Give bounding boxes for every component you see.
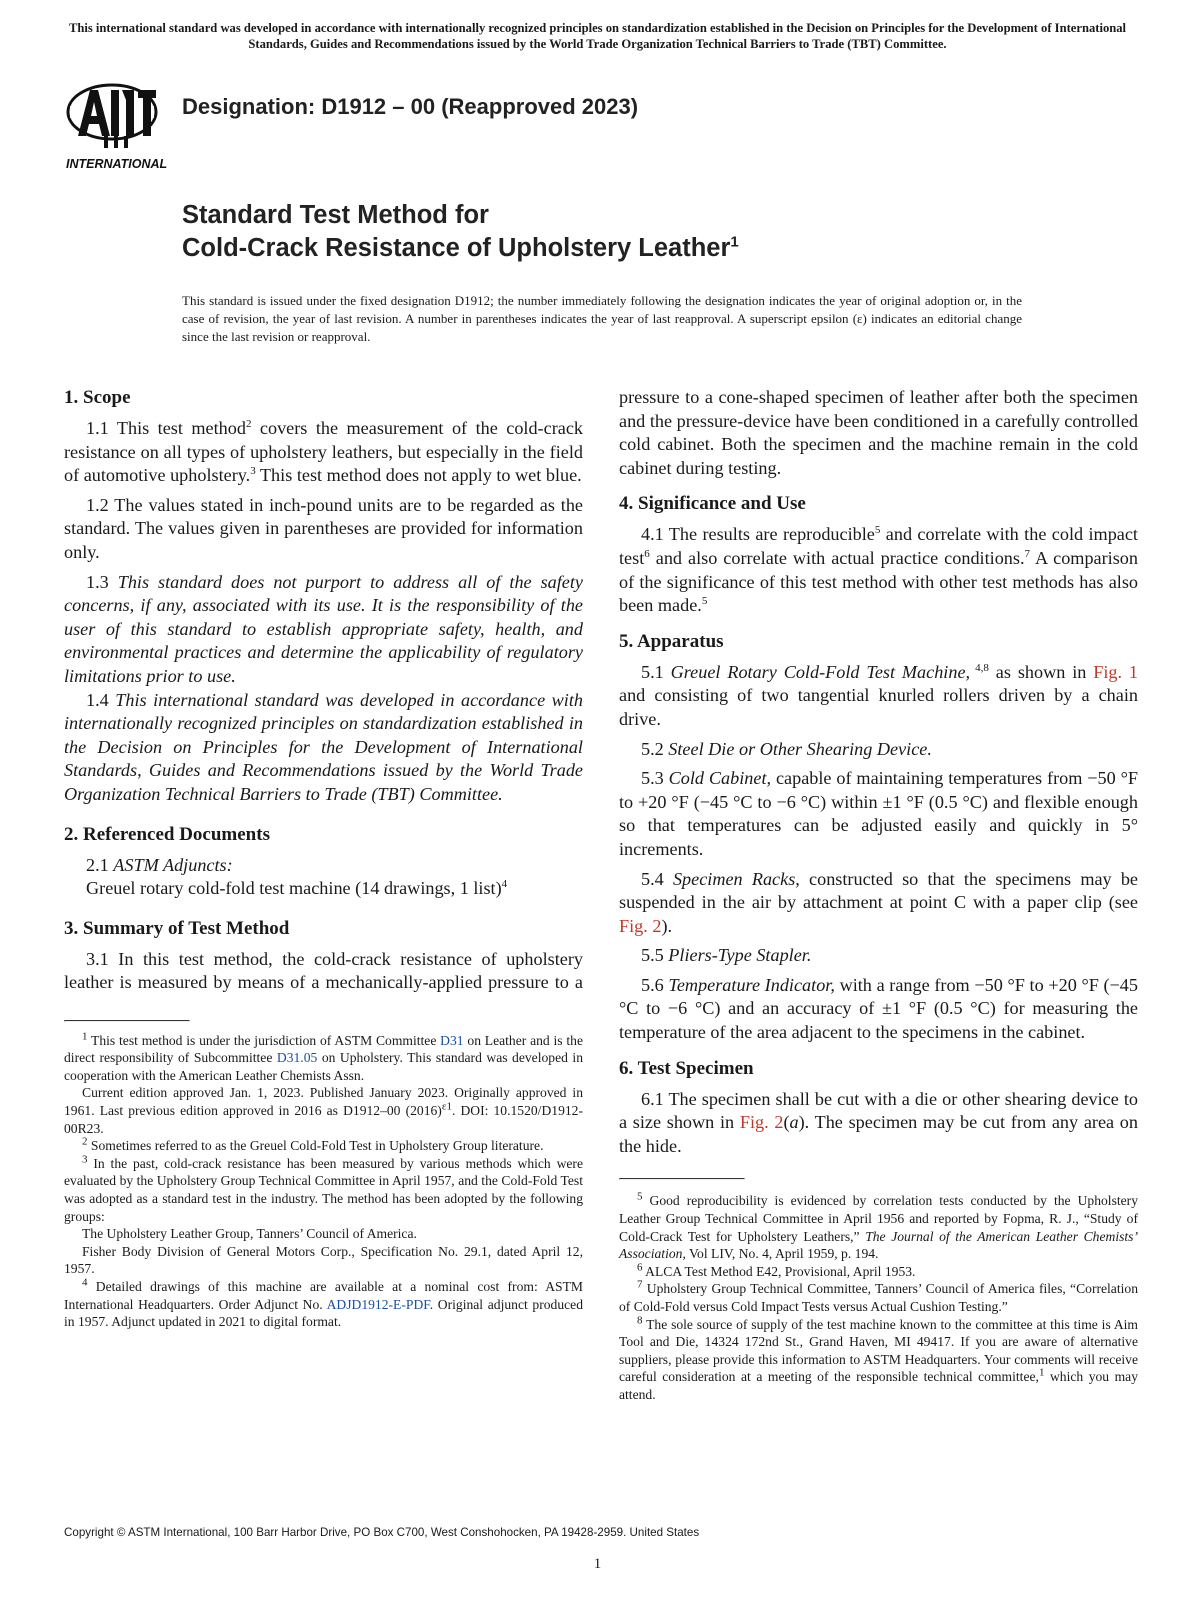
right-column <box>619 386 1138 1404</box>
section-heading-referenced: 2. Referenced Documents <box>64 823 270 845</box>
section-heading-apparatus: 5. Apparatus <box>619 630 724 652</box>
paragraph-3-1-continued: pressure to a cone-shaped specimen of leather after both the specimen and the pressure-device have been conditioned in a carefully controlled cold cabinet. Both the specimen and the machine remain in the cold cabinet during testing. <box>619 387 1138 478</box>
paragraph-3-1: 3.1 In this test method, the cold-crack resistance of upholstery leather is measured by means of a mechanically-applied pressure to a <box>64 948 583 993</box>
paragraph-6-1: 6.1 The specimen shall be cut with a die or other shearing device to a size shown in Fig. 2(a). The specimen may be cut from any area on the hide. <box>619 1088 1138 1156</box>
footnote-1-edition: Current edition approved Jan. 1, 2023. Published January 2023. Originally approved in 1961. Last previous edition approved in 2016 as D1912–00 $(2016)^{\varepsilon 1}$. DOI: 10.1520/D1912-00R23. <box>64 1085 583 1136</box>
tbt-notice: This international standard was developed in accordance with internationally recognized principles on standardization established in the Decision on Principles for the Development of International Standards, Guides and Recommendations issued by the World Trade Organization Technical Barriers to Trade (TBT) Committee. <box>68 21 1127 51</box>
title-line-1: Standard Test Method for <box>182 201 489 229</box>
paragraph-5-4: 5.4 Specimen Racks, constructed so that the specimens may be suspended in the air by attachment at point C with a paper clip (see Fig. 2). <box>619 868 1138 936</box>
designation: Designation: D1912 – 00 (Reapproved 2023) <box>182 94 639 119</box>
paragraph-1-1: 1.1 This test method$^2$ covers the measurement of the cold-crack resistance on all types of upholstery leathers, but especially in the field of automotive upholstery.$^3$ This test method does not apply to wet blue. <box>64 417 583 486</box>
footnote-8: $^8$ The sole source of supply of the test machine known to the committee at this time is Aim Tool and Die, 14324 172nd St., Grand Haven, MI 49417. If you are aware of alternative suppliers, please provide this information to ASTM Headquarters. Your comments will receive careful consideration at a meeting of the responsible technical committee,$^1$ which you may attend. <box>619 1314 1139 1402</box>
paragraph-5-3: 5.3 Cold Cabinet, capable of maintaining temperatures from −50 °F to +20 °F (−45 °C to −6 °C) within ±1 °F (0.5 °C) and flexible enough so that temperatures can be adjusted easily and quickly in 5° increments. <box>619 768 1139 859</box>
footnote-3-group-2: Fisher Body Division of General Motors Corp., Specification No. 29.1, dated April 12, 1957. <box>64 1243 583 1277</box>
link-fig-1[interactable]: Fig. 1 <box>1093 661 1139 682</box>
link-fig-2[interactable]: Fig. 2 <box>619 915 662 936</box>
section-heading-specimen: 6. Test Specimen <box>619 1057 754 1079</box>
paragraph-5-6: 5.6 Temperature Indicator, with a range from −50 °F to +20 °F (−45 °C to −6 °C) and an accuracy of ±1 °F (0.5 °C) for measuring the temperature of the area adjacent to the specimens in the cabinet. <box>619 974 1138 1043</box>
link-adjunct[interactable]: ADJD1912-E-PDF <box>326 1296 430 1312</box>
copyright-footer: Copyright © ASTM International, 100 Barr Harbor Drive, PO Box C700, West Conshohocken, PA 19428-2959. United States <box>64 1526 700 1539</box>
adjunct-item: Greuel rotary cold-fold test machine (14 drawings, 1 list)$^4$ <box>86 878 508 899</box>
paragraph-2-1: 2.1 ASTM Adjuncts: <box>86 854 233 875</box>
section-heading-scope: 1. Scope <box>64 387 131 408</box>
astm-logo <box>64 76 168 172</box>
link-d31[interactable]: D31 <box>440 1032 464 1048</box>
paragraph-5-2: 5.2 Steel Die or Other Shearing Device. <box>641 738 932 759</box>
paragraph-1-2: 1.2 The values stated in inch-pound units are to be regarded as the standard. The values given in parentheses are provided for information only. <box>64 494 583 562</box>
footnote-7: $^7$ Upholstery Group Technical Committee, Tanners’ Council of America files, “Correlation of Cold-Fold versus Cold Impact Tests versus Actual Cushion Testing.” <box>619 1278 1138 1314</box>
left-column <box>64 386 583 1331</box>
footnote-3-group-1: The Upholstery Leather Group, Tanners’ Council of America. <box>82 1226 417 1242</box>
footnote-2: $^2$ Sometimes referred to as the Greuel Cold-Fold Test in Upholstery Group literature. <box>82 1135 544 1154</box>
footnote-6: $^6$ ALCA Test Method E42, Provisional, April 1953. <box>637 1261 916 1279</box>
page-number: 1 <box>593 1556 602 1572</box>
footnote-5: $^5$ Good reproducibility is evidenced by correlation tests conducted by the Upholstery Leather Group Technical Committee in April 1956 and reported by Fopma, R. J., “Study of Cold-Crack Test for Upholstery Leathers,” The Journal of the American Leather Chemists’ Association, Vol LIV, No. 4, April 1959, p. 194. <box>619 1190 1138 1262</box>
logo-wordmark: INTERNATIONAL <box>66 157 168 171</box>
footnote-1: $^1$ This test method is under the jurisdiction of ASTM Committee D31 on Leather and is the direct responsibility of Subcommittee D31.05 on Upholstery. This standard was developed in cooperation with the American Leather Chemists Assn. <box>64 1030 583 1083</box>
paragraph-4-1: 4.1 The results are reproducible$^5$ and correlate with the cold impact test$^6$ and also correlate with actual practice conditions.$^7$ A comparison of the significance of this test method with other test methods has also been made.$^5$ <box>619 524 1138 616</box>
paragraph-1-3: 1.3 This standard does not purport to address all of the safety concerns, if any, associated with its use. It is the responsibility of the user of this standard to establish appropriate safety, health, and environmental practices and determine the applicability of regulatory limitations prior to use. <box>64 571 584 686</box>
page-title <box>182 199 739 265</box>
paragraph-5-5: 5.5 Pliers-Type Stapler. <box>641 945 812 966</box>
footnote-3: $^3$ In the past, cold-crack resistance has been measured by various methods which were evaluated by the Upholstery Group Technical Committee in April 1957, and the Cold-Fold Test was adopted as a standard test in the industry. The method has been adopted by the following groups: <box>64 1153 583 1224</box>
paragraph-1-4: 1.4 This international standard was developed in accordance with internationally recognized principles on standardization established in the Decision on Principles for the Development of International Standards, Guides and Recommendations issued by the World Trade Organization Technical Barriers to Trade (TBT) Committee. <box>64 689 584 804</box>
issued-note: This standard is issued under the fixed designation D1912; the number immediately following the designation indicates the year of original adoption or, in the case of revision, the year of last revision. A number in parentheses indicates the year of last reapproval. A superscript epsilon (ε) indicates an editorial change since the last revision or reapproval. <box>182 293 1022 344</box>
footnote-4: $^4$ Detailed drawings of this machine are available at a nominal cost from: ASTM International Headquarters. Order Adjunct No. ADJD1912-E-PDF. Original adjunct produced in 1957. Adjunct updated in 2021 to digital format. <box>64 1276 583 1330</box>
section-heading-summary: 3. Summary of Test Method <box>64 917 290 939</box>
paragraph-5-1: 5.1 Greuel Rotary Cold-Fold Test Machine, $^{4,8}$ as shown in Fig. 1 and consisting of two tangential knurled rollers driven by a chain drive. <box>619 661 1139 729</box>
section-heading-significance: 4. Significance and Use <box>619 493 806 515</box>
link-d31-05[interactable]: D31.05 <box>276 1050 318 1066</box>
link-fig-2a[interactable]: Fig. 2 <box>739 1112 784 1133</box>
title-line-2: Cold-Crack Resistance of Upholstery Leather$^1$ <box>182 233 739 262</box>
